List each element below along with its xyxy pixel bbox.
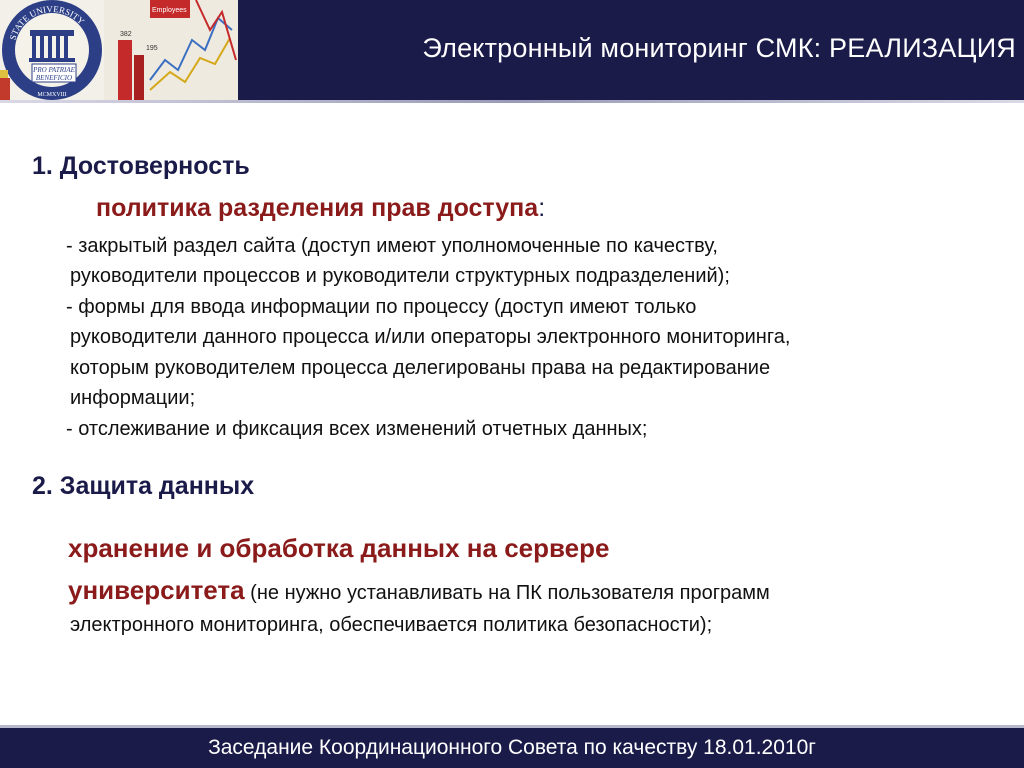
section1-line-7: - отслеживание и фиксация всех изменений отчетных данных; bbox=[66, 418, 648, 440]
seal-motto-2: BENEFICIO bbox=[35, 74, 73, 82]
university-logo bbox=[0, 0, 238, 100]
section2-heading: 2. Защита данных bbox=[32, 472, 255, 500]
footer-text: Заседание Координационного Совета по качеству 18.01.2010г bbox=[208, 736, 816, 759]
access-policy-heading bbox=[96, 194, 545, 223]
section1-line-6: информации; bbox=[70, 387, 196, 409]
chart-bar bbox=[118, 40, 132, 100]
building-roof bbox=[30, 30, 74, 36]
seal-year: MCMXVIII bbox=[37, 92, 67, 98]
section1-line-4: руководители данного процесса и/или операторы электронного мониторинга, bbox=[70, 326, 791, 348]
storage-line-1: хранение и обработка данных на сервере bbox=[68, 533, 610, 563]
storage-note-line-2: электронного мониторинга, обеспечивается политика безопасности); bbox=[70, 614, 713, 636]
footer-bar bbox=[0, 728, 1024, 768]
section1-line-5: которым руководителем процесса делегированы права на редактирование bbox=[70, 357, 771, 379]
page-title: Электронный мониторинг СМК: РЕАЛИЗАЦИЯ bbox=[422, 32, 1016, 63]
header-divider bbox=[0, 100, 1024, 103]
chart-label-195: 195 bbox=[146, 45, 158, 52]
section1-line-1: - закрытый раздел сайта (доступ имеют уполномоченные по качеству, bbox=[66, 235, 718, 257]
seal-motto-1: PRO PATRIAE bbox=[33, 66, 75, 74]
storage-line-2 bbox=[68, 572, 770, 611]
access-policy-colon: : bbox=[538, 194, 546, 222]
section1-line-2: руководители процессов и руководители структурных подразделений); bbox=[70, 265, 730, 287]
chart-label-employees: Employees bbox=[152, 7, 187, 14]
logo-panel bbox=[0, 0, 238, 100]
access-policy-text: политика разделения прав доступа bbox=[96, 194, 539, 222]
chart-label-382: 382 bbox=[120, 31, 132, 38]
storage-word: университета bbox=[68, 575, 245, 605]
seal-text-top: STATE UNIVERSITY bbox=[7, 3, 87, 42]
section1-line-3: - формы для ввода информации по процессу (доступ имеют только bbox=[66, 296, 697, 318]
section1-heading: 1. Достоверность bbox=[32, 152, 250, 180]
storage-note: (не нужно устанавливать на ПК пользователя программ bbox=[244, 582, 770, 604]
